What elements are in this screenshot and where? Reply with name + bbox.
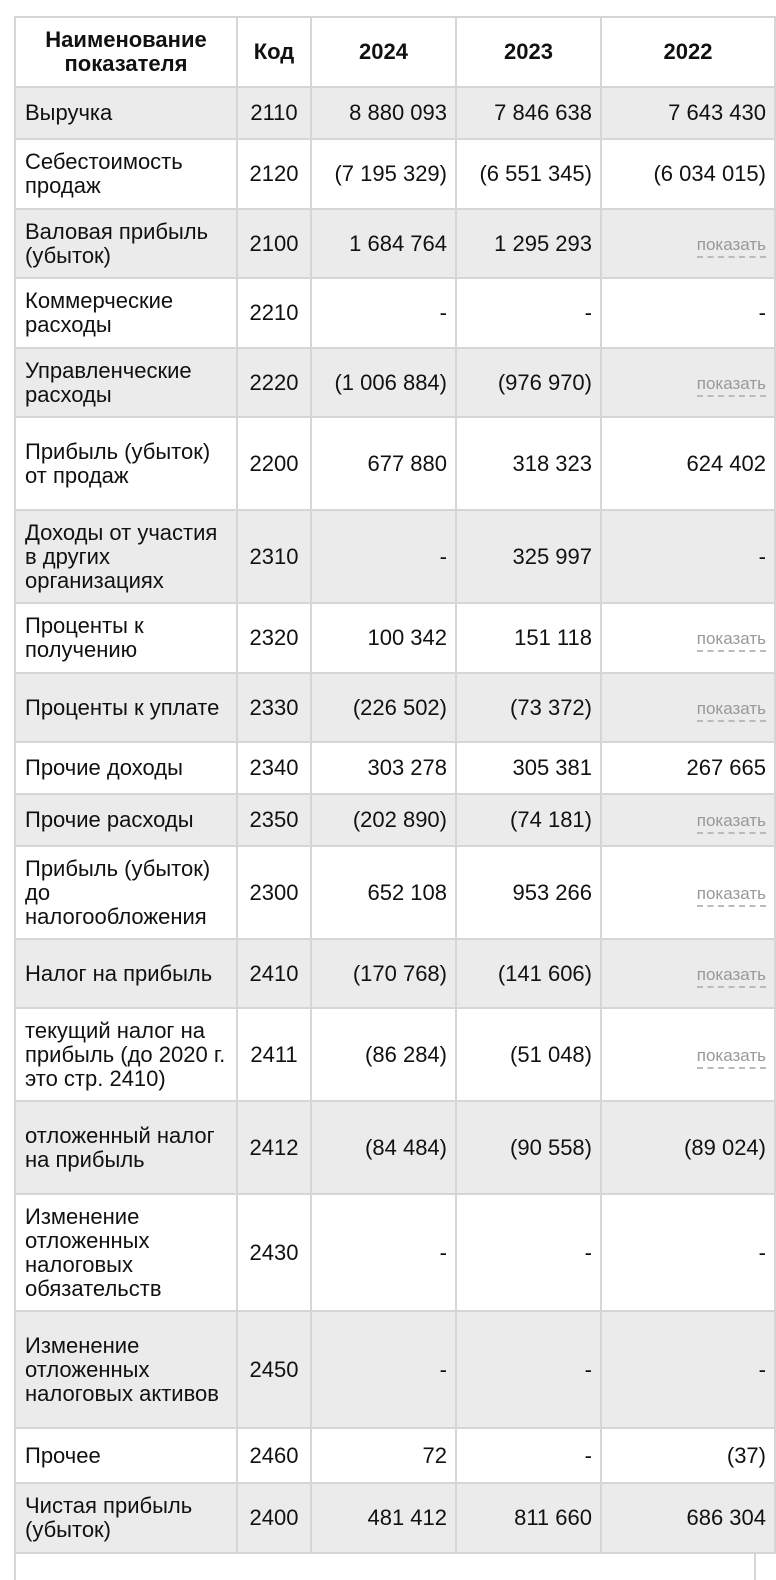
show-value-link[interactable]: показать [697,699,766,722]
header-row [15,17,775,87]
value-cell-2022: - [601,1311,775,1428]
indicator-name: Коммерческие расходы [15,278,237,348]
value-cell-2024: 481 412 [311,1483,456,1553]
header-year-2024: 2024 [311,17,456,87]
indicator-name: Выручка [15,87,237,139]
value-cell-2023: 151 118 [456,603,601,673]
value-cell-2023: - [456,278,601,348]
indicator-code: 2120 [237,139,311,209]
indicator-name: текущий налог на прибыль (до 2020 г. это стр. 2410) [15,1008,237,1101]
value-cell-2022: (37) [601,1428,775,1483]
table-row [15,417,775,510]
table-row [15,603,775,673]
value-cell-2024: 677 880 [311,417,456,510]
indicator-name: Чистая прибыль (убыток) [15,1483,237,1553]
indicator-name: Изменение отложенных налоговых активов [15,1311,237,1428]
value-cell-2024: 1 684 764 [311,209,456,278]
indicator-code: 2460 [237,1428,311,1483]
value-cell-2022: 624 402 [601,417,775,510]
value-cell-2024: (7 195 329) [311,139,456,209]
value-cell-2022 [601,939,775,1008]
value-cell-2024: - [311,278,456,348]
table-row [15,1311,775,1428]
indicator-name: Прочие доходы [15,742,237,794]
indicator-name: Прочее [15,1428,237,1483]
value-cell-2023: - [456,1428,601,1483]
table-row [15,209,775,278]
table-row [15,673,775,742]
value-cell-2022 [601,1008,775,1101]
value-cell-2022 [601,794,775,846]
value-cell-2022: (89 024) [601,1101,775,1194]
value-cell-2023: 305 381 [456,742,601,794]
indicator-code: 2300 [237,846,311,939]
value-cell-2022 [601,846,775,939]
table-row [15,278,775,348]
table-row [15,1008,775,1101]
table-row [15,139,775,209]
indicator-code: 2200 [237,417,311,510]
indicator-code: 2310 [237,510,311,603]
indicator-name: Проценты к уплате [15,673,237,742]
indicator-code: 2350 [237,794,311,846]
table-row [15,1428,775,1483]
value-cell-2023: (51 048) [456,1008,601,1101]
table-row [15,87,775,139]
value-cell-2024: - [311,510,456,603]
value-cell-2023: (976 970) [456,348,601,417]
indicator-code: 2400 [237,1483,311,1553]
value-cell-2022: - [601,1194,775,1311]
value-cell-2022: 267 665 [601,742,775,794]
table-row [15,1483,775,1553]
value-cell-2022: (6 034 015) [601,139,775,209]
indicator-code: 2330 [237,673,311,742]
header-code: Код [237,17,311,87]
value-cell-2024: (86 284) [311,1008,456,1101]
value-cell-2024: (84 484) [311,1101,456,1194]
value-cell-2024: 100 342 [311,603,456,673]
value-cell-2024: - [311,1311,456,1428]
table-row [15,348,775,417]
show-value-link[interactable]: показать [697,235,766,258]
indicator-code: 2412 [237,1101,311,1194]
value-cell-2024: (1 006 884) [311,348,456,417]
financial-results-table [14,16,776,1554]
indicator-name: Прибыль (убыток) от продаж [15,417,237,510]
value-cell-2022: - [601,510,775,603]
indicator-code: 2100 [237,209,311,278]
value-cell-2023: 953 266 [456,846,601,939]
indicator-code: 2340 [237,742,311,794]
value-cell-2022: - [601,278,775,348]
indicator-name: Налог на прибыль [15,939,237,1008]
indicator-name: Прочие расходы [15,794,237,846]
indicator-name: Управленческие расходы [15,348,237,417]
indicator-code: 2411 [237,1008,311,1101]
header-indicator-name: Наименование показателя [15,17,237,87]
show-value-link[interactable]: показать [697,884,766,907]
indicator-name: Проценты к получению [15,603,237,673]
value-cell-2022 [601,673,775,742]
header-year-2023: 2023 [456,17,601,87]
show-value-link[interactable]: показать [697,374,766,397]
show-value-link[interactable]: показать [697,965,766,988]
value-cell-2023: 325 997 [456,510,601,603]
indicator-name: Прибыль (убыток) до налогообложения [15,846,237,939]
value-cell-2022: 7 643 430 [601,87,775,139]
indicator-code: 2220 [237,348,311,417]
value-cell-2023: 318 323 [456,417,601,510]
value-cell-2024: 303 278 [311,742,456,794]
value-cell-2024: 8 880 093 [311,87,456,139]
value-cell-2024: (170 768) [311,939,456,1008]
indicator-name: Валовая прибыль (убыток) [15,209,237,278]
value-cell-2024: 72 [311,1428,456,1483]
value-cell-2023: 7 846 638 [456,87,601,139]
table-row [15,742,775,794]
value-cell-2023: (74 181) [456,794,601,846]
show-value-link[interactable]: показать [697,1046,766,1069]
table-continuation [14,1553,756,1580]
indicator-code: 2210 [237,278,311,348]
indicator-code: 2450 [237,1311,311,1428]
table-row [15,794,775,846]
value-cell-2024: (202 890) [311,794,456,846]
value-cell-2023: - [456,1311,601,1428]
value-cell-2023: (73 372) [456,673,601,742]
indicator-code: 2410 [237,939,311,1008]
value-cell-2023: 1 295 293 [456,209,601,278]
header-year-2022: 2022 [601,17,775,87]
indicator-name: Изменение отложенных налоговых обязательств [15,1194,237,1311]
indicator-code: 2430 [237,1194,311,1311]
indicator-name: отложенный налог на прибыль [15,1101,237,1194]
value-cell-2022: 686 304 [601,1483,775,1553]
value-cell-2024: (226 502) [311,673,456,742]
value-cell-2022 [601,209,775,278]
indicator-name: Доходы от участия в других организациях [15,510,237,603]
value-cell-2024: 652 108 [311,846,456,939]
value-cell-2022 [601,603,775,673]
indicator-code: 2110 [237,87,311,139]
value-cell-2023: (6 551 345) [456,139,601,209]
table-row [15,939,775,1008]
indicator-code: 2320 [237,603,311,673]
table-row [15,846,775,939]
value-cell-2023: (141 606) [456,939,601,1008]
value-cell-2024: - [311,1194,456,1311]
table-row [15,1101,775,1194]
table-row [15,1194,775,1311]
value-cell-2023: 811 660 [456,1483,601,1553]
value-cell-2023: (90 558) [456,1101,601,1194]
show-value-link[interactable]: показать [697,811,766,834]
indicator-name: Себестоимость продаж [15,139,237,209]
table-row [15,510,775,603]
show-value-link[interactable]: показать [697,629,766,652]
value-cell-2023: - [456,1194,601,1311]
value-cell-2022 [601,348,775,417]
